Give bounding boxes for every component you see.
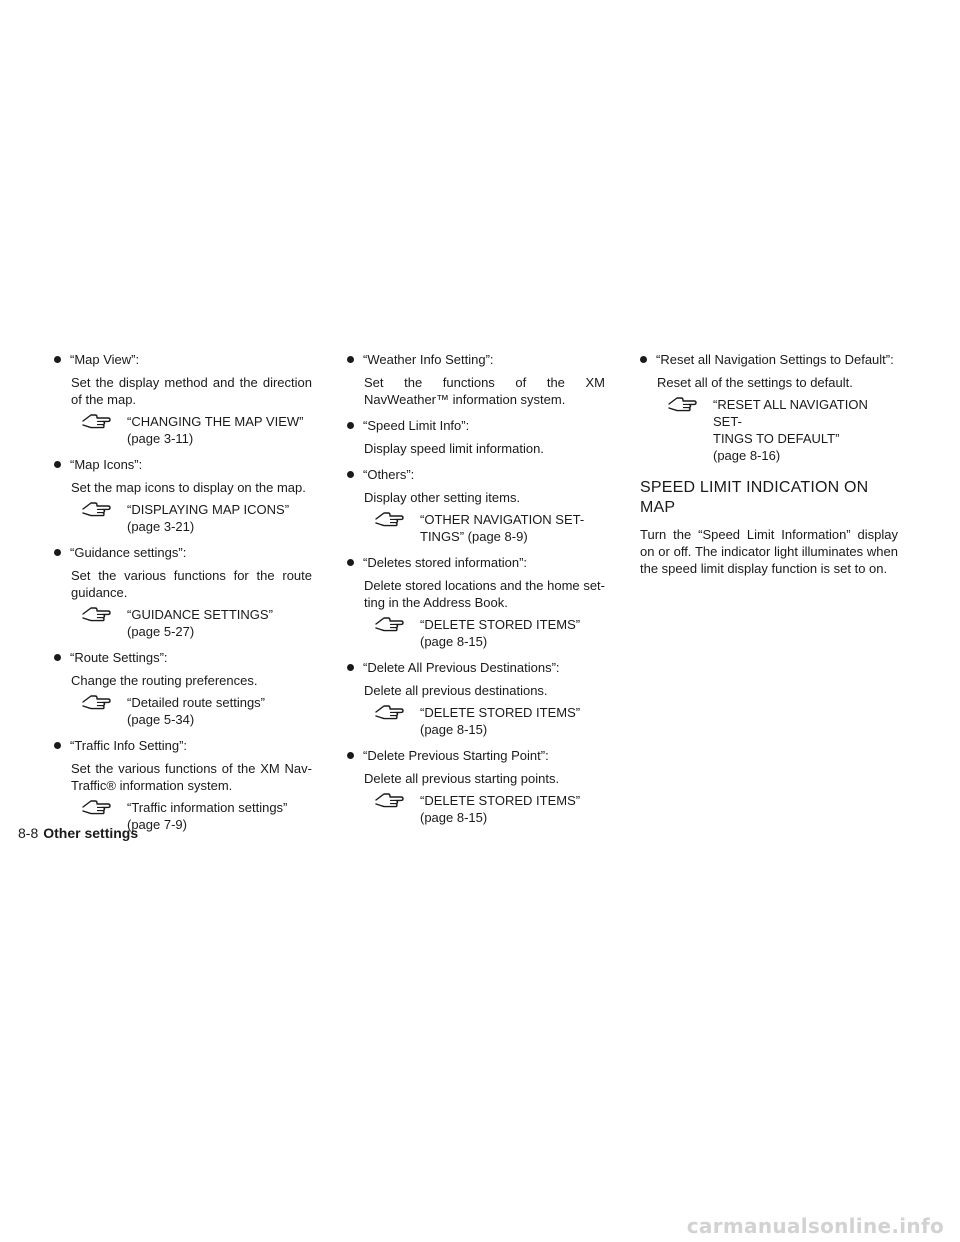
- reference-line: (page 3-11): [127, 431, 194, 446]
- pointing-hand-icon: [81, 412, 113, 430]
- list-item: [347, 417, 605, 457]
- item-description: Delete all previous starting points.: [364, 771, 560, 786]
- item-title: “Others”:: [363, 467, 415, 482]
- bullet-icon: [54, 654, 61, 661]
- reference-line: (page 8-15): [420, 810, 488, 825]
- page-footer: [18, 824, 138, 842]
- reference-line: (page 8-16): [713, 448, 781, 463]
- pointing-hand-icon: [667, 395, 699, 413]
- item-title: “Route Settings”:: [70, 650, 168, 665]
- reference-text: [420, 704, 605, 738]
- pointing-hand-icon: [374, 703, 406, 721]
- list-item: [347, 466, 605, 545]
- bullet-icon: [347, 356, 354, 363]
- reference-line: (page 8-15): [420, 634, 488, 649]
- page-reference: [347, 616, 605, 650]
- reference-line: TINGS TO DEFAULT”: [713, 431, 840, 446]
- item-title: “Traffic Info Setting”:: [70, 738, 188, 753]
- reference-text: [127, 694, 312, 728]
- reference-line: “Traffic information settings”: [127, 800, 288, 815]
- item-description: Set the various functions of the XM Nav-Traffic® information system.: [71, 761, 312, 793]
- item-title: “Map Icons”:: [70, 457, 143, 472]
- section-paragraph: Turn the “Speed Limit Information” display on or off. The indicator light illuminates when the speed limit display function is set to on.: [640, 527, 898, 576]
- item-title-line: [54, 649, 312, 666]
- reference-line: (page 5-34): [127, 712, 195, 727]
- item-title-line: [54, 737, 312, 754]
- list-item: [347, 747, 605, 826]
- item-title: “Map View”:: [70, 352, 140, 367]
- pointing-hand-icon: [81, 605, 113, 623]
- bullet-icon: [640, 356, 647, 363]
- reference-text: [420, 511, 605, 545]
- reference-line: “CHANGING THE MAP VIEW”: [127, 414, 304, 429]
- reference-line: “DELETE STORED ITEMS”: [420, 793, 581, 808]
- item-title-line: [347, 554, 605, 571]
- pointing-hand-icon: [374, 791, 406, 809]
- item-title-line: [54, 544, 312, 561]
- item-title: “Reset all Navigation Settings to Default”:: [656, 352, 894, 367]
- item-description: Set the display method and the direction of the map.: [71, 375, 312, 407]
- item-title: “Delete All Previous Destinations”:: [363, 660, 560, 675]
- reference-line: (page 5-27): [127, 624, 195, 639]
- item-description: Display other setting items.: [364, 490, 521, 505]
- reference-line: “DELETE STORED ITEMS”: [420, 705, 581, 720]
- page-reference: [347, 511, 605, 545]
- bullet-icon: [347, 422, 354, 429]
- list-item: [347, 659, 605, 738]
- column-1: [54, 351, 312, 842]
- reference-text: [127, 799, 312, 833]
- item-title-line: [640, 351, 898, 368]
- item-title: “Speed Limit Info”:: [363, 418, 470, 433]
- item-description: Set the various functions for the route guidance.: [71, 568, 312, 600]
- reference-text: [127, 413, 312, 447]
- column-3: [640, 351, 898, 577]
- list-item: [54, 544, 312, 640]
- item-description: Reset all of the settings to default.: [657, 375, 853, 390]
- footer-section-title: Other settings: [43, 825, 139, 841]
- reference-text: [713, 396, 898, 464]
- reference-line: “GUIDANCE SETTINGS”: [127, 607, 273, 622]
- bullet-icon: [347, 664, 354, 671]
- page-reference: [54, 606, 312, 640]
- pointing-hand-icon: [374, 510, 406, 528]
- pointing-hand-icon: [81, 500, 113, 518]
- bullet-icon: [347, 471, 354, 478]
- item-title-line: [347, 659, 605, 676]
- reference-line: “RESET ALL NAVIGATION SET-: [713, 397, 868, 429]
- item-title: “Guidance settings”:: [70, 545, 187, 560]
- item-description: Display speed limit information.: [364, 441, 544, 456]
- reference-line: (page 8-15): [420, 722, 488, 737]
- reference-line: (page 7-9): [127, 817, 187, 832]
- item-title: “Delete Previous Starting Point”:: [363, 748, 549, 763]
- item-title-line: [347, 351, 605, 368]
- pointing-hand-icon: [81, 798, 113, 816]
- pointing-hand-icon: [81, 693, 113, 711]
- bullet-icon: [54, 742, 61, 749]
- list-item: [347, 351, 605, 408]
- page-reference: [54, 694, 312, 728]
- page-reference: [54, 413, 312, 447]
- page-number: 8-8: [18, 825, 39, 841]
- list-item: [54, 351, 312, 447]
- reference-line: “OTHER NAVIGATION SET-: [420, 512, 585, 527]
- bullet-icon: [347, 559, 354, 566]
- reference-line: (page 3-21): [127, 519, 195, 534]
- bullet-icon: [54, 461, 61, 468]
- column-3-items: [640, 351, 898, 464]
- item-title-line: [54, 456, 312, 473]
- section-title: SPEED LIMIT INDICATION ON MAP: [640, 479, 869, 516]
- item-title-line: [347, 747, 605, 764]
- item-title: “Deletes stored information”:: [363, 555, 528, 570]
- bullet-icon: [347, 752, 354, 759]
- reference-text: [420, 616, 605, 650]
- list-item: [347, 554, 605, 650]
- reference-text: [127, 606, 312, 640]
- reference-line: “DELETE STORED ITEMS”: [420, 617, 581, 632]
- item-description: Delete stored locations and the home set-ting in the Address Book.: [364, 578, 605, 610]
- list-item: [54, 456, 312, 535]
- item-title-line: [347, 466, 605, 483]
- list-item: [54, 649, 312, 728]
- item-title: “Weather Info Setting”:: [363, 352, 494, 367]
- pointing-hand-icon: [374, 615, 406, 633]
- reference-text: [420, 792, 605, 826]
- item-description: Set the map icons to display on the map.: [71, 480, 306, 495]
- page-reference: [347, 704, 605, 738]
- list-item: [640, 351, 898, 464]
- page-reference: [347, 792, 605, 826]
- watermark: carmanualsonline.info: [686, 1214, 944, 1238]
- reference-line: “DISPLAYING MAP ICONS”: [127, 502, 290, 517]
- reference-line: “Detailed route settings”: [127, 695, 266, 710]
- bullet-icon: [54, 356, 61, 363]
- item-description: Set the functions of the XM NavWeather™ information system.: [364, 375, 605, 407]
- list-item: [54, 737, 312, 833]
- column-2: [347, 351, 605, 835]
- item-description: Delete all previous destinations.: [364, 683, 548, 698]
- page-reference: [640, 396, 898, 464]
- item-title-line: [54, 351, 312, 368]
- item-description: Change the routing preferences.: [71, 673, 258, 688]
- bullet-icon: [54, 549, 61, 556]
- reference-text: [127, 501, 312, 535]
- page-reference: [54, 501, 312, 535]
- item-title-line: [347, 417, 605, 434]
- reference-line: TINGS” (page 8-9): [420, 529, 528, 544]
